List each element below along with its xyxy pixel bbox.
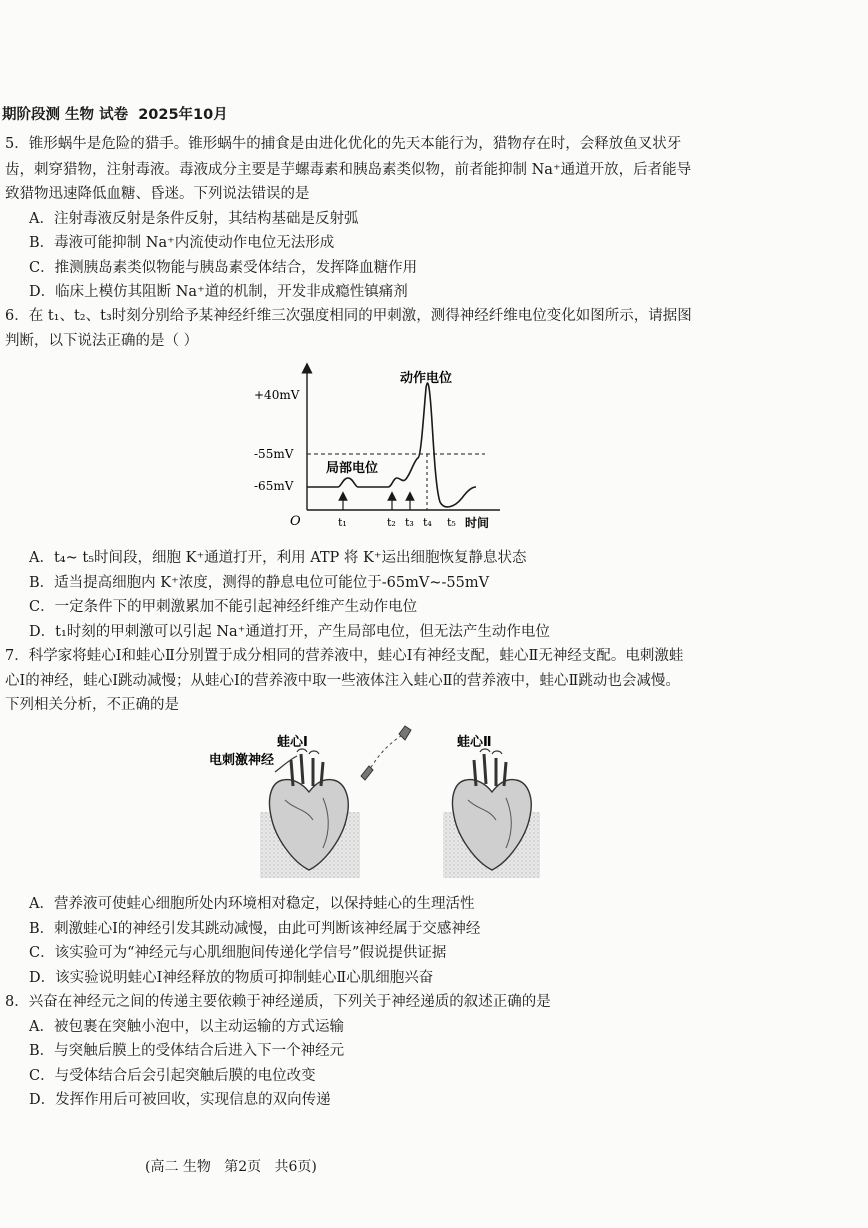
q8-option-c: C．与受体结合后会引起突触后膜的电位改变 xyxy=(29,1068,316,1084)
q8-option-a: A．被包裹在突触小泡中，以主动运输的方式运输 xyxy=(29,1019,344,1035)
q7-stem-line-2: 心Ⅰ的神经，蛙心Ⅰ跳动减慢；从蛙心Ⅰ的营养液中取一些液体注入蛙心Ⅱ的营养液中，蛙心Ⅱ跳动也会减慢。 xyxy=(5,673,680,689)
y-label-minus65: -65mV xyxy=(254,479,294,493)
q5-option-b: B．毒液可能抑制 Na⁺内流使动作电位无法形成 xyxy=(29,235,335,251)
x-axis-label: 时间 xyxy=(465,516,490,530)
x-label-t1: t₁ xyxy=(338,516,347,529)
origin-label: O xyxy=(290,514,301,529)
x-label-t4: t₄ xyxy=(423,516,432,529)
q8-option-b: B．与突触后膜上的受体结合后进入下一个神经元 xyxy=(29,1043,345,1059)
y-label-minus55: -55mV xyxy=(254,447,294,461)
q5-option-c: C．推测胰岛素类似物能与胰岛素受体结合，发挥降血糖作用 xyxy=(29,260,418,276)
action-potential-label: 动作电位 xyxy=(400,371,453,386)
q6-option-b: B．适当提高细胞内 K⁺浓度，测得的静息电位可能位于-65mV~-55mV xyxy=(29,575,490,591)
page-header: 期阶段测 生物 试卷 2025年10月 xyxy=(2,107,228,123)
y-label-plus40: +40mV xyxy=(254,388,300,402)
x-label-t2: t₂ xyxy=(387,516,396,529)
q5-option-d: D．临床上模仿其阻断 Na⁺道的机制，开发非成瘾性镇痛剂 xyxy=(29,284,408,300)
heart-2-label: 蛙心Ⅱ xyxy=(457,735,492,750)
q8-option-d: D．发挥作用后可被回收，实现信息的双向传递 xyxy=(29,1092,331,1108)
nerve-fiber xyxy=(275,756,297,772)
page-footer: (高二 生物 第2页 共6页) xyxy=(145,1159,317,1175)
q6-stem-line-1: 6．在 t₁、t₂、t₃时刻分别给予某神经纤维三次强度相同的甲刺激，测得神经纤维电位变化如图所示，请据图 xyxy=(5,308,692,324)
q6-option-c: C．一定条件下的甲刺激累加不能引起神经纤维产生动作电位 xyxy=(29,599,418,615)
q5-stem-line-2: 齿，刺穿猎物，注射毒液。毒液成分主要是芋螺毒素和胰岛素类似物，前者能抑制 Na⁺通道开放，后者能导 xyxy=(5,162,692,178)
stimulate-nerve-label: 电刺激神经 xyxy=(209,753,275,768)
q7-option-b: B．刺激蛙心Ⅰ的神经引发其跳动减慢，由此可判断该神经属于交感神经 xyxy=(29,921,481,937)
membrane-potential-graph xyxy=(250,362,510,534)
q7-option-a: A．营养液可使蛙心细胞所处内环境相对稳定，以保持蛙心的生理活性 xyxy=(29,896,475,912)
q8-stem-line-1: 8．兴奋在神经元之间的传递主要依赖于神经递质，下列关于神经递质的叙述正确的是 xyxy=(5,994,551,1010)
frog-heart-figure xyxy=(205,720,540,882)
x-label-t3: t₃ xyxy=(405,516,414,529)
q5-stem-line-1: 5．锥形蜗牛是危险的猎手。锥形蜗牛的捕食是由进化优化的先天本能行为，猎物存在时，会释放鱼叉状牙 xyxy=(5,136,682,152)
dropper-icon xyxy=(399,726,411,740)
q7-option-c: C．该实验可为“神经元与心肌细胞间传递化学信号”假说提供证据 xyxy=(29,945,447,961)
q6-option-d: D．t₁时刻的甲刺激可以引起 Na⁺通道打开，产生局部电位，但无法产生动作电位 xyxy=(29,624,550,640)
liquid-drop xyxy=(361,766,373,780)
q6-option-a: A．t₄~ t₅时间段，细胞 K⁺通道打开，利用 ATP 将 K⁺运出细胞恢复静息状态 xyxy=(29,550,527,566)
q5-stem-line-3: 致猎物迅速降低血糖、昏迷。下列说法错误的是 xyxy=(5,186,310,202)
heart-1-label: 蛙心Ⅰ xyxy=(277,735,308,750)
q6-stem-line-2: 判断，以下说法正确的是（ ） xyxy=(5,333,199,349)
local-potential-label: 局部电位 xyxy=(326,461,379,476)
q7-stem-line-1: 7．科学家将蛙心Ⅰ和蛙心Ⅱ分别置于成分相同的营养液中，蛙心Ⅰ有神经支配，蛙心Ⅱ无神经支配。电刺激蛙 xyxy=(5,648,684,664)
q5-option-a: A．注射毒液反射是条件反射，其结构基础是反射弧 xyxy=(29,211,359,227)
potential-curve xyxy=(307,383,476,507)
q7-option-d: D．该实验说明蛙心Ⅰ神经释放的物质可抑制蛙心Ⅱ心肌细胞兴奋 xyxy=(29,970,434,986)
q7-stem-line-3: 下列相关分析，不正确的是 xyxy=(5,697,179,713)
x-label-t5: t₅ xyxy=(447,516,456,529)
